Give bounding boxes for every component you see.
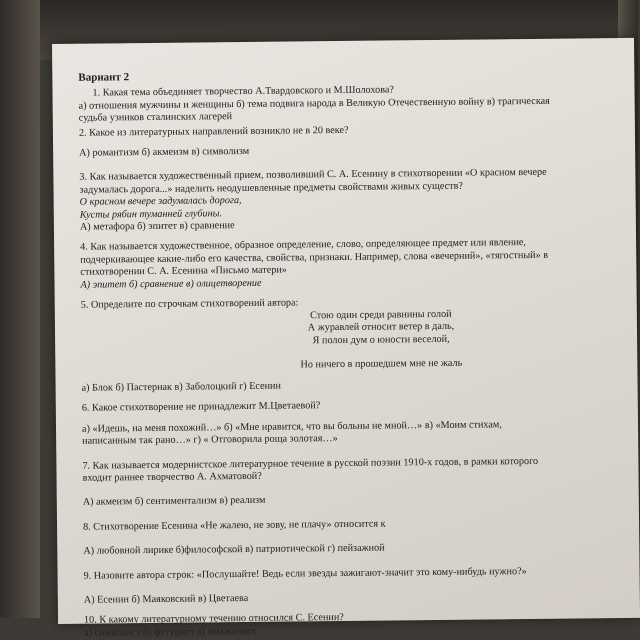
question-3: 3. Как называется художественный прием, позволивший С. А. Есенину в стихотворении «О красном вечере xyxy=(79,167,547,184)
poem-line: Я полон дум о юности веселой, xyxy=(312,333,450,346)
question-10-options: а) символист б) футурист в) имажинист xyxy=(84,625,257,639)
question-4-cont-1: подчеркивающее какие-либо его качества, свойства, признаки. Например, слова «вечерний», «тягостный» в xyxy=(80,249,549,266)
question-6: 6. Какое стихотворение не принадлежит М.Цветаевой? xyxy=(81,400,321,414)
question-7: 7. Как называется модернистское литературное течение в русской поэзии 1910-х годов, в рамки которого xyxy=(82,455,539,472)
question-8: 8. Стихотворение Есенина «Не жалею, не зову, не плачу» относится к xyxy=(83,518,386,533)
question-8-options: А) любовной лирике б)философской в) патриотической г) пейзажной xyxy=(83,542,385,557)
poem-line: А журавлей относит ветер в даль, xyxy=(307,320,455,334)
worksheet-paper xyxy=(52,38,640,639)
desk-background-left xyxy=(0,0,40,618)
question-3-quote-1: О красном вечере задумалась дорога, xyxy=(79,195,242,208)
worksheet-content xyxy=(78,66,604,640)
question-2: 2. Какое из литературных направлений возникло не в 20 веке? xyxy=(78,124,349,139)
question-2-options: А) романтизм б) акмеизм в) символизм xyxy=(79,145,250,159)
question-5-poem xyxy=(81,307,602,375)
question-6-options-cont: написанным так рано…» г) « Отговорила роща золотая…» xyxy=(82,433,338,447)
variant-title: Вариант 2 xyxy=(78,71,130,84)
question-6-options: а) «Идешь, на меня похожий…» б) «Мне нравится, что вы больны не мной…» в) «Моим стихам, xyxy=(81,418,502,435)
poem-line: Стою один среди равнины голой xyxy=(310,308,452,321)
poem-line: Но ничего в прошедшем мне не жаль xyxy=(300,358,463,371)
question-5: 5. Определите по строчкам стихотворений автора: xyxy=(80,297,299,311)
question-4: 4. Как называется художественное, образное определение, слово, определяющее предмет или явление, xyxy=(80,237,527,254)
question-1-options-cont: судьба узников сталинских лагерей xyxy=(78,111,233,124)
question-10: 10. К какому литературному течению относился С. Есенин? xyxy=(83,612,344,627)
question-5-options: а) Блок б) Пастернак в) Заболоцкий г) Есенин xyxy=(81,380,281,394)
question-3-options: А) метафора б) эпитет в) сравнение xyxy=(79,220,235,233)
question-9-options: А) Есенин б) Маяковский в) Цветаева xyxy=(83,592,249,606)
question-9: 9. Назовите автора строк: «Послушайте! Ведь если звезды зажигают-значит это кому-нибудь нужно?» xyxy=(83,565,527,582)
question-1: 1. Какая тема объединяет творчество А.Твардовского и М.Шолохова? xyxy=(92,84,394,99)
question-7-cont: входит раннее творчество А. Ахматовой? xyxy=(82,470,262,484)
question-3-cont: задумалась дорога...» наделить неодушевленные предметы свойствами живых существ? xyxy=(79,180,463,196)
question-3-quote-2: Кусты рябин туманней глубины. xyxy=(79,207,223,221)
question-1-options: а) отношения мужчины и женщины б) тема подвига народа в Великую Отечественную войну в) трагическая xyxy=(78,95,550,112)
question-7-options: А) акмеизм б) сентиментализм в) реализм xyxy=(82,495,266,509)
question-4-options: А) эпитет б) сравнение в) олицетворение xyxy=(80,277,262,291)
question-4-cont-2: стихотворении С. А. Есенина «Письмо матери» xyxy=(80,264,287,278)
